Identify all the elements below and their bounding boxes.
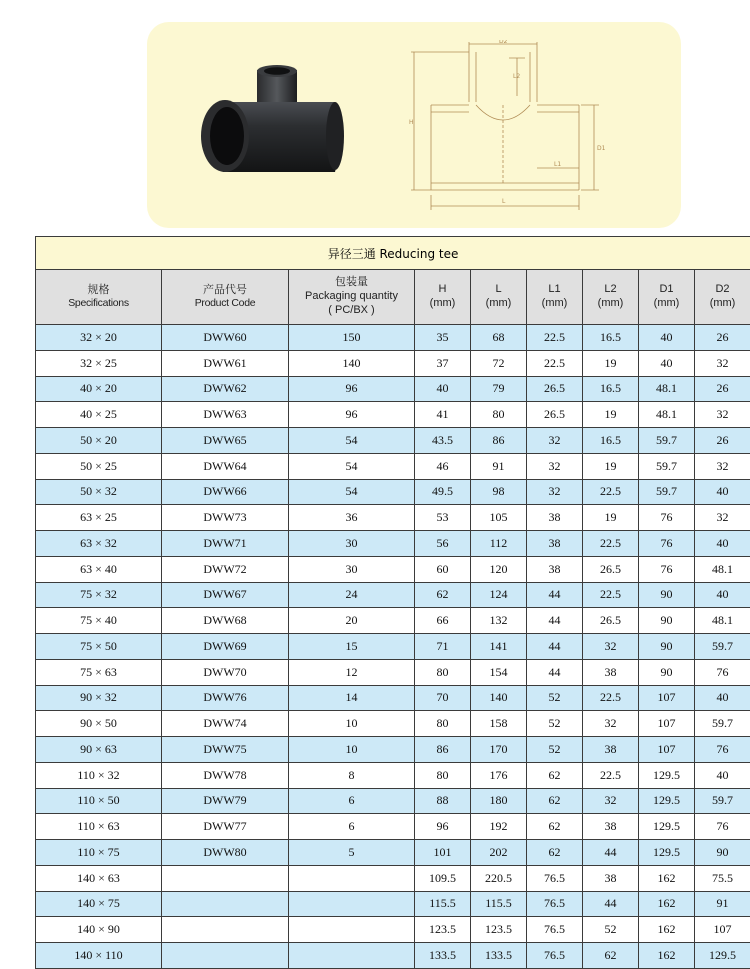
cell-packaging-qty: 140	[289, 350, 415, 376]
cell-d1: 90	[639, 659, 695, 685]
cell-d2: 40	[695, 582, 750, 608]
table-row	[36, 453, 750, 479]
cell-packaging-qty: 54	[289, 479, 415, 505]
cell-spec: 63 × 40	[36, 556, 162, 582]
cell-d2: 32	[695, 350, 750, 376]
cell-d1: 107	[639, 711, 695, 737]
cell-packaging-qty: 24	[289, 582, 415, 608]
cell-spec: 110 × 63	[36, 814, 162, 840]
cell-spec: 50 × 32	[36, 479, 162, 505]
table-row	[36, 762, 750, 788]
cell-d1: 76	[639, 556, 695, 582]
cell-spec: 32 × 25	[36, 350, 162, 376]
cell-packaging-qty	[289, 891, 415, 917]
cell-l2: 22.5	[583, 479, 639, 505]
table-row	[36, 840, 750, 866]
cell-h: 70	[415, 685, 471, 711]
cell-d2: 129.5	[695, 943, 750, 969]
column-header-l: L (mm)	[471, 270, 527, 325]
cell-l: 98	[471, 479, 527, 505]
cell-d1: 162	[639, 865, 695, 891]
cell-d2: 32	[695, 402, 750, 428]
cell-h: 60	[415, 556, 471, 582]
cell-l: 80	[471, 402, 527, 428]
cell-d2: 26	[695, 428, 750, 454]
cell-l2: 26.5	[583, 608, 639, 634]
cell-l1: 62	[527, 814, 583, 840]
column-header-d2: D2 (mm)	[695, 270, 750, 325]
table-row	[36, 531, 750, 557]
cell-d2: 90	[695, 840, 750, 866]
cell-l: 192	[471, 814, 527, 840]
cell-product-code: DWW61	[162, 350, 289, 376]
table-row	[36, 325, 750, 351]
cell-l: 154	[471, 659, 527, 685]
cell-h: 62	[415, 582, 471, 608]
cell-packaging-qty: 54	[289, 453, 415, 479]
cell-l: 133.5	[471, 943, 527, 969]
cell-d2: 59.7	[695, 711, 750, 737]
cell-packaging-qty: 10	[289, 737, 415, 763]
table-body	[36, 325, 750, 969]
cell-h: 80	[415, 762, 471, 788]
cell-h: 115.5	[415, 891, 471, 917]
cell-l: 202	[471, 840, 527, 866]
cell-packaging-qty	[289, 943, 415, 969]
cell-spec: 50 × 25	[36, 453, 162, 479]
cell-spec: 75 × 32	[36, 582, 162, 608]
cell-l1: 52	[527, 685, 583, 711]
dimension-drawing	[409, 40, 659, 215]
cell-d1: 59.7	[639, 428, 695, 454]
cell-d1: 129.5	[639, 762, 695, 788]
reducing-tee-photo	[195, 62, 345, 172]
cell-l: 112	[471, 531, 527, 557]
cell-d2: 48.1	[695, 608, 750, 634]
cell-l2: 38	[583, 737, 639, 763]
cell-d2: 32	[695, 453, 750, 479]
cell-l: 124	[471, 582, 527, 608]
column-header-l2: L2 (mm)	[583, 270, 639, 325]
table-row	[36, 943, 750, 969]
cell-d1: 90	[639, 582, 695, 608]
cell-d1: 162	[639, 891, 695, 917]
cell-l1: 44	[527, 659, 583, 685]
cell-product-code: DWW76	[162, 685, 289, 711]
cell-product-code: DWW71	[162, 531, 289, 557]
cell-l2: 19	[583, 402, 639, 428]
cell-l1: 52	[527, 711, 583, 737]
drawing-label-l: L	[502, 198, 506, 205]
cell-h: 80	[415, 711, 471, 737]
cell-d2: 59.7	[695, 634, 750, 660]
cell-l: 176	[471, 762, 527, 788]
cell-product-code: DWW78	[162, 762, 289, 788]
cell-packaging-qty	[289, 917, 415, 943]
column-header-product-code: 产品代号 Product Code	[162, 270, 289, 325]
cell-l: 105	[471, 505, 527, 531]
cell-spec: 63 × 32	[36, 531, 162, 557]
cell-l1: 76.5	[527, 891, 583, 917]
cell-packaging-qty: 6	[289, 814, 415, 840]
cell-l: 170	[471, 737, 527, 763]
cell-packaging-qty: 54	[289, 428, 415, 454]
cell-spec: 110 × 50	[36, 788, 162, 814]
drawing-label-l1: L1	[554, 161, 561, 168]
cell-d1: 129.5	[639, 788, 695, 814]
cell-product-code	[162, 891, 289, 917]
cell-product-code: DWW68	[162, 608, 289, 634]
cell-product-code	[162, 865, 289, 891]
cell-spec: 40 × 25	[36, 402, 162, 428]
table-row	[36, 634, 750, 660]
cell-d2: 32	[695, 505, 750, 531]
column-header-packaging-quantity: 包装量 Packaging quantity ( PC/BX )	[289, 270, 415, 325]
cell-spec: 75 × 40	[36, 608, 162, 634]
table-row	[36, 556, 750, 582]
cell-spec: 90 × 32	[36, 685, 162, 711]
table-row	[36, 788, 750, 814]
cell-d2: 75.5	[695, 865, 750, 891]
table-row	[36, 376, 750, 402]
cell-l: 123.5	[471, 917, 527, 943]
cell-packaging-qty	[289, 865, 415, 891]
cell-h: 37	[415, 350, 471, 376]
reducing-tee-spec-table	[35, 236, 750, 969]
cell-d1: 76	[639, 505, 695, 531]
cell-product-code: DWW65	[162, 428, 289, 454]
table-row	[36, 865, 750, 891]
cell-spec: 140 × 110	[36, 943, 162, 969]
column-header-d1: D1 (mm)	[639, 270, 695, 325]
table-row	[36, 737, 750, 763]
cell-l1: 38	[527, 505, 583, 531]
cell-d1: 107	[639, 737, 695, 763]
cell-spec: 75 × 63	[36, 659, 162, 685]
cell-l2: 44	[583, 840, 639, 866]
cell-l2: 19	[583, 505, 639, 531]
cell-l2: 22.5	[583, 685, 639, 711]
cell-l2: 32	[583, 788, 639, 814]
cell-l: 91	[471, 453, 527, 479]
cell-packaging-qty: 8	[289, 762, 415, 788]
table-row	[36, 917, 750, 943]
cell-h: 53	[415, 505, 471, 531]
cell-l1: 76.5	[527, 865, 583, 891]
cell-l1: 32	[527, 479, 583, 505]
cell-d1: 48.1	[639, 402, 695, 428]
cell-l1: 32	[527, 428, 583, 454]
cell-h: 49.5	[415, 479, 471, 505]
cell-l1: 26.5	[527, 402, 583, 428]
cell-h: 133.5	[415, 943, 471, 969]
cell-l1: 44	[527, 582, 583, 608]
table-row	[36, 608, 750, 634]
cell-d2: 91	[695, 891, 750, 917]
cell-l: 79	[471, 376, 527, 402]
cell-d2: 59.7	[695, 788, 750, 814]
cell-product-code: DWW69	[162, 634, 289, 660]
cell-packaging-qty: 36	[289, 505, 415, 531]
cell-l1: 52	[527, 737, 583, 763]
cell-spec: 110 × 32	[36, 762, 162, 788]
cell-l2: 22.5	[583, 531, 639, 557]
cell-l2: 26.5	[583, 556, 639, 582]
cell-packaging-qty: 15	[289, 634, 415, 660]
cell-spec: 140 × 63	[36, 865, 162, 891]
cell-l2: 44	[583, 891, 639, 917]
cell-l: 72	[471, 350, 527, 376]
cell-l2: 16.5	[583, 376, 639, 402]
cell-d2: 48.1	[695, 556, 750, 582]
cell-product-code: DWW74	[162, 711, 289, 737]
cell-l2: 19	[583, 453, 639, 479]
cell-d2: 40	[695, 479, 750, 505]
cell-product-code: DWW70	[162, 659, 289, 685]
cell-h: 80	[415, 659, 471, 685]
cell-l2: 32	[583, 711, 639, 737]
cell-packaging-qty: 5	[289, 840, 415, 866]
cell-l1: 38	[527, 531, 583, 557]
cell-l2: 38	[583, 814, 639, 840]
cell-d1: 129.5	[639, 840, 695, 866]
cell-l2: 38	[583, 659, 639, 685]
cell-h: 88	[415, 788, 471, 814]
cell-l: 140	[471, 685, 527, 711]
cell-d2: 40	[695, 685, 750, 711]
column-header-specifications: 规格 Specifications	[36, 270, 162, 325]
cell-l: 115.5	[471, 891, 527, 917]
cell-spec: 110 × 75	[36, 840, 162, 866]
cell-d2: 26	[695, 325, 750, 351]
cell-d1: 76	[639, 531, 695, 557]
cell-h: 46	[415, 453, 471, 479]
cell-d1: 48.1	[639, 376, 695, 402]
cell-d2: 76	[695, 737, 750, 763]
cell-l2: 22.5	[583, 762, 639, 788]
cell-l1: 62	[527, 762, 583, 788]
cell-h: 43.5	[415, 428, 471, 454]
cell-d1: 90	[639, 608, 695, 634]
cell-product-code: DWW60	[162, 325, 289, 351]
cell-l1: 38	[527, 556, 583, 582]
cell-l2: 19	[583, 350, 639, 376]
table-row	[36, 659, 750, 685]
cell-spec: 63 × 25	[36, 505, 162, 531]
cell-l2: 32	[583, 634, 639, 660]
product-banner	[147, 22, 681, 228]
cell-h: 41	[415, 402, 471, 428]
cell-d1: 90	[639, 634, 695, 660]
cell-d2: 76	[695, 659, 750, 685]
cell-product-code: DWW75	[162, 737, 289, 763]
cell-h: 66	[415, 608, 471, 634]
table-row	[36, 505, 750, 531]
cell-l1: 44	[527, 634, 583, 660]
cell-spec: 140 × 90	[36, 917, 162, 943]
cell-packaging-qty: 96	[289, 376, 415, 402]
cell-l2: 62	[583, 943, 639, 969]
table-row	[36, 582, 750, 608]
table-row	[36, 402, 750, 428]
cell-packaging-qty: 6	[289, 788, 415, 814]
cell-spec: 90 × 63	[36, 737, 162, 763]
cell-h: 96	[415, 814, 471, 840]
column-header-l1: L1 (mm)	[527, 270, 583, 325]
column-header-h: H (mm)	[415, 270, 471, 325]
cell-d1: 162	[639, 917, 695, 943]
table-row	[36, 711, 750, 737]
cell-l: 120	[471, 556, 527, 582]
cell-d2: 40	[695, 762, 750, 788]
cell-packaging-qty: 30	[289, 556, 415, 582]
cell-product-code: DWW63	[162, 402, 289, 428]
cell-product-code: DWW77	[162, 814, 289, 840]
cell-h: 40	[415, 376, 471, 402]
cell-spec: 75 × 50	[36, 634, 162, 660]
cell-product-code: DWW73	[162, 505, 289, 531]
cell-product-code: DWW67	[162, 582, 289, 608]
table-row	[36, 350, 750, 376]
drawing-label-d2: D2	[499, 40, 508, 45]
cell-l: 68	[471, 325, 527, 351]
cell-packaging-qty: 96	[289, 402, 415, 428]
cell-l1: 22.5	[527, 350, 583, 376]
cell-l1: 44	[527, 608, 583, 634]
cell-l: 132	[471, 608, 527, 634]
cell-product-code: DWW80	[162, 840, 289, 866]
drawing-label-h: H	[409, 119, 414, 126]
cell-d1: 107	[639, 685, 695, 711]
cell-h: 101	[415, 840, 471, 866]
cell-l2: 16.5	[583, 325, 639, 351]
table-row	[36, 479, 750, 505]
table-title: 异径三通 Reducing tee	[36, 237, 750, 270]
cell-packaging-qty: 14	[289, 685, 415, 711]
cell-d1: 162	[639, 943, 695, 969]
cell-packaging-qty: 12	[289, 659, 415, 685]
cell-spec: 50 × 20	[36, 428, 162, 454]
cell-spec: 40 × 20	[36, 376, 162, 402]
cell-d1: 59.7	[639, 479, 695, 505]
cell-d1: 129.5	[639, 814, 695, 840]
cell-h: 86	[415, 737, 471, 763]
cell-h: 35	[415, 325, 471, 351]
cell-l: 220.5	[471, 865, 527, 891]
cell-l1: 22.5	[527, 325, 583, 351]
cell-l1: 62	[527, 788, 583, 814]
cell-product-code: DWW64	[162, 453, 289, 479]
cell-d1: 40	[639, 325, 695, 351]
cell-h: 123.5	[415, 917, 471, 943]
drawing-label-d1: D1	[597, 145, 606, 152]
cell-l: 180	[471, 788, 527, 814]
cell-l1: 76.5	[527, 917, 583, 943]
cell-l1: 76.5	[527, 943, 583, 969]
cell-l1: 62	[527, 840, 583, 866]
table-row	[36, 891, 750, 917]
cell-packaging-qty: 20	[289, 608, 415, 634]
cell-product-code: DWW62	[162, 376, 289, 402]
cell-l1: 32	[527, 453, 583, 479]
drawing-label-l2: L2	[513, 73, 520, 80]
cell-l2: 22.5	[583, 582, 639, 608]
cell-d2: 40	[695, 531, 750, 557]
cell-d2: 76	[695, 814, 750, 840]
cell-product-code: DWW66	[162, 479, 289, 505]
cell-d1: 59.7	[639, 453, 695, 479]
cell-h: 56	[415, 531, 471, 557]
cell-spec: 90 × 50	[36, 711, 162, 737]
cell-l: 86	[471, 428, 527, 454]
cell-product-code	[162, 917, 289, 943]
cell-l2: 16.5	[583, 428, 639, 454]
cell-packaging-qty: 150	[289, 325, 415, 351]
cell-product-code: DWW79	[162, 788, 289, 814]
cell-d2: 26	[695, 376, 750, 402]
cell-d2: 107	[695, 917, 750, 943]
cell-spec: 140 × 75	[36, 891, 162, 917]
cell-l: 141	[471, 634, 527, 660]
cell-product-code: DWW72	[162, 556, 289, 582]
cell-l2: 38	[583, 865, 639, 891]
cell-l2: 52	[583, 917, 639, 943]
cell-d1: 40	[639, 350, 695, 376]
cell-spec: 32 × 20	[36, 325, 162, 351]
cell-packaging-qty: 10	[289, 711, 415, 737]
cell-l: 158	[471, 711, 527, 737]
cell-l1: 26.5	[527, 376, 583, 402]
table-row	[36, 685, 750, 711]
cell-h: 71	[415, 634, 471, 660]
table-row	[36, 428, 750, 454]
table-row	[36, 814, 750, 840]
cell-product-code	[162, 943, 289, 969]
cell-packaging-qty: 30	[289, 531, 415, 557]
cell-h: 109.5	[415, 865, 471, 891]
